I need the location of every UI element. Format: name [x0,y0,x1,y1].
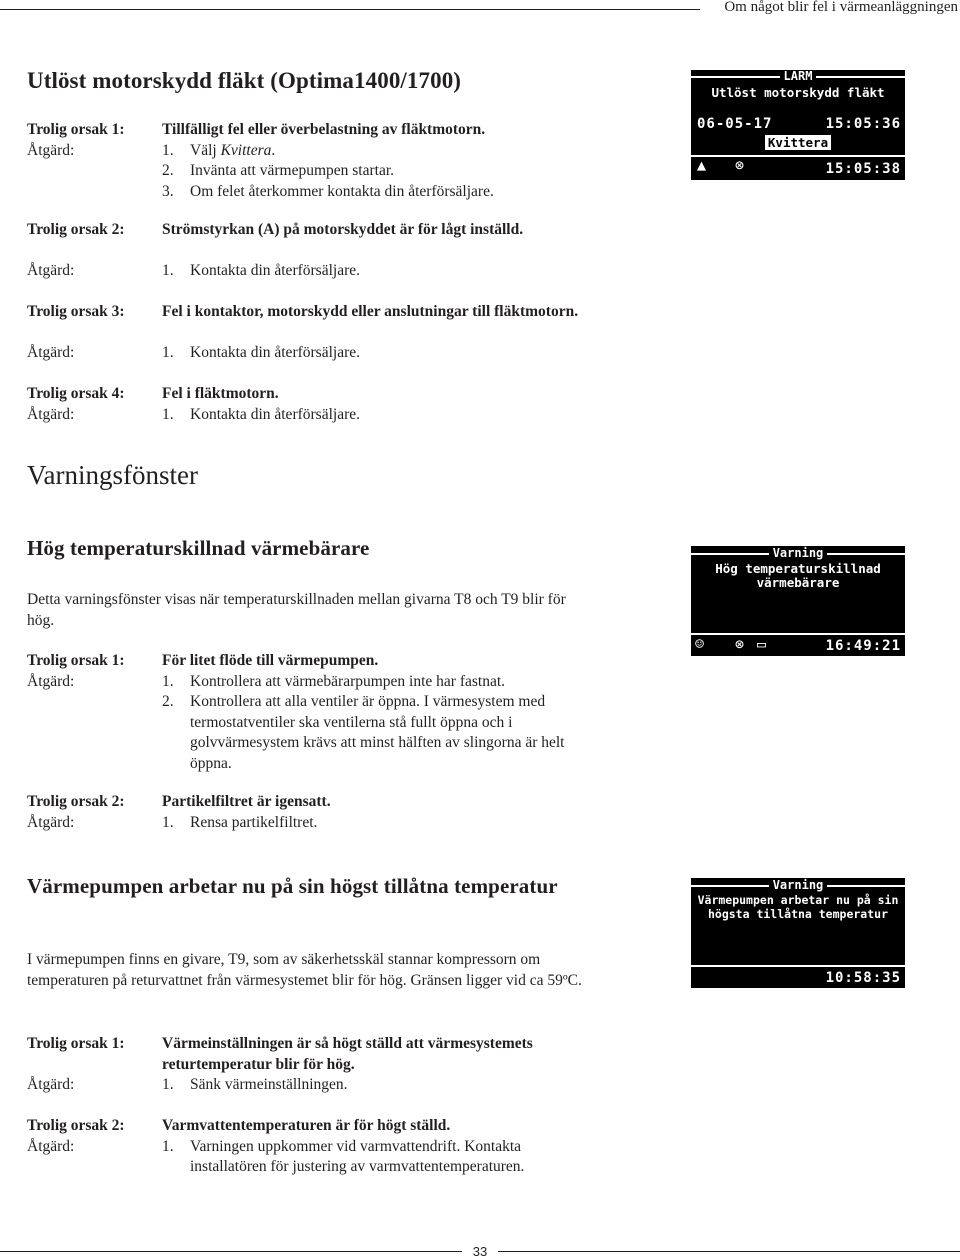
action-steps [162,1075,592,1096]
action-label: Åtgärd: [27,344,75,361]
page-number: 33 [472,1244,488,1259]
display-line: Utlöst motorskydd fläkt [711,85,885,100]
cause-label: Trolig orsak 4: [27,385,125,402]
action-step: 1. Rensa partikelfiltret. [162,813,318,831]
display-line: värmebärare [756,575,840,590]
action-steps [162,405,592,426]
cause-text: Partikelfiltret är igensatt. [162,793,331,810]
action-step: 1. Sänk värmeinställningen. [162,1076,348,1093]
action-step: 1. Kontrollera att värmebärarpumpen inte har fastnat. [162,672,506,690]
action-step: 1. Kontakta din återförsäljare. [162,405,360,423]
action-label: Åtgärd: [27,813,75,831]
footer-rule-left [0,1251,462,1252]
action-label: Åtgärd: [27,1076,75,1093]
section3-intro: I värmepumpen finns en givare, T9, som av säkerhetsskäl stannar kompressorn om temperaturen på returvattnet från värmesystemet blir för hög. Gränsen ligger vid ca 59ºC. [27,951,582,989]
action-label: Åtgärd: [27,672,75,690]
display-date: 06-05-17 [697,116,773,132]
cause-label: Trolig orsak 1: [27,652,125,669]
action-steps [162,1137,557,1178]
cause-label: Trolig orsak 2: [27,793,125,810]
action-steps [162,343,592,364]
cause-text: Strömstyrkan (A) på motorskyddet är för lågt inställd. [162,221,524,238]
action-steps [162,672,567,775]
action-step: 1. Välj Kvittera. [162,141,276,159]
warning-display-max-temp [691,878,905,988]
display-time: 10:58:35 [825,970,901,986]
action-label: Åtgärd: [27,405,75,423]
cause-label: Trolig orsak 1: [27,121,125,138]
action-step: 2. Kontrollera att alla ventiler är öppna. I värmesystem med termostatventiler ska ventilerna stå fullt öppna och i golvvärmesystem krävs att minst hälften av slingorna är helt öppna. [162,693,565,772]
action-step: 1. Kontakta din återförsäljare. [162,262,360,279]
section1-title: Utlöst motorskydd fläkt (Optima1400/1700) [27,68,462,93]
display-time: 15:05:36 [825,116,901,132]
running-header: Om något blir fel i värmeanläggningen [724,0,958,15]
tree-icon: ▲ [697,156,707,174]
action-step: 2. Invänta att värmepumpen startar. [162,162,395,179]
footer-rule-right [498,1251,960,1252]
cause-text: Tillfälligt fel eller överbelastning av fläktmotorn. [162,121,486,138]
display-line: Värmepumpen arbetar nu på sin [697,893,899,907]
header-rule [0,9,700,10]
cause-text: För litet flöde till värmepumpen. [162,652,379,669]
fan-icon: ⊗ [735,156,745,174]
smiley-icon: ☺ [695,635,705,653]
display-header: Varning [769,546,828,560]
fan-icon: ⊗ [735,635,745,653]
cause-label: Trolig orsak 1: [27,1035,125,1052]
action-label: Åtgärd: [27,141,75,159]
kvittera-option[interactable]: Kvittera [765,135,831,150]
display-time: 16:49:21 [825,638,901,654]
cause-label: Trolig orsak 2: [27,1117,125,1134]
cause-label: Trolig orsak 2: [27,221,125,238]
cause-text: Värmeinställningen är så högt ställd att värmesystemets returtemperatur blir för hög. [162,1035,533,1073]
section-heading: Varningsfönster [27,460,198,490]
cause-text: Fel i fläktmotorn. [162,385,279,402]
action-label: Åtgärd: [27,1137,75,1155]
action-label: Åtgärd: [27,262,75,279]
section2-intro: Detta varningsfönster visas när temperaturskillnaden mellan givarna T8 och T9 blir för hög. [27,591,566,629]
battery-icon: ▭ [757,635,767,653]
action-step: 1. Varningen uppkommer vid varmvattendrift. Kontakta installatören för justering av varmvattentemperaturen. [162,1137,525,1175]
display-header: LARM [780,70,817,83]
section3-title: Värmepumpen arbetar nu på sin högst tillåtna temperatur [27,874,558,898]
warning-display-temp-diff [691,546,905,656]
action-step: 1. Kontakta din återförsäljare. [162,344,360,361]
action-step: 3. Om felet återkommer kontakta din återförsäljare. [162,182,494,200]
display-time: 15:05:38 [825,161,901,177]
display-header: Varning [769,878,828,892]
display-line: Hög temperaturskillnad [715,561,881,576]
cause-label: Trolig orsak 3: [27,303,125,320]
action-steps [162,261,592,282]
section2-title: Hög temperaturskillnad värmebärare [27,536,370,560]
cause-text: Fel i kontaktor, motorskydd eller anslutningar till fläktmotorn. [162,303,579,320]
action-steps [162,813,592,834]
display-line: högsta tillåtna temperatur [707,907,888,921]
alarm-display [691,70,905,180]
cause-text: Varmvattentemperaturen är för högt ställd. [162,1117,451,1134]
action-steps [162,141,592,203]
